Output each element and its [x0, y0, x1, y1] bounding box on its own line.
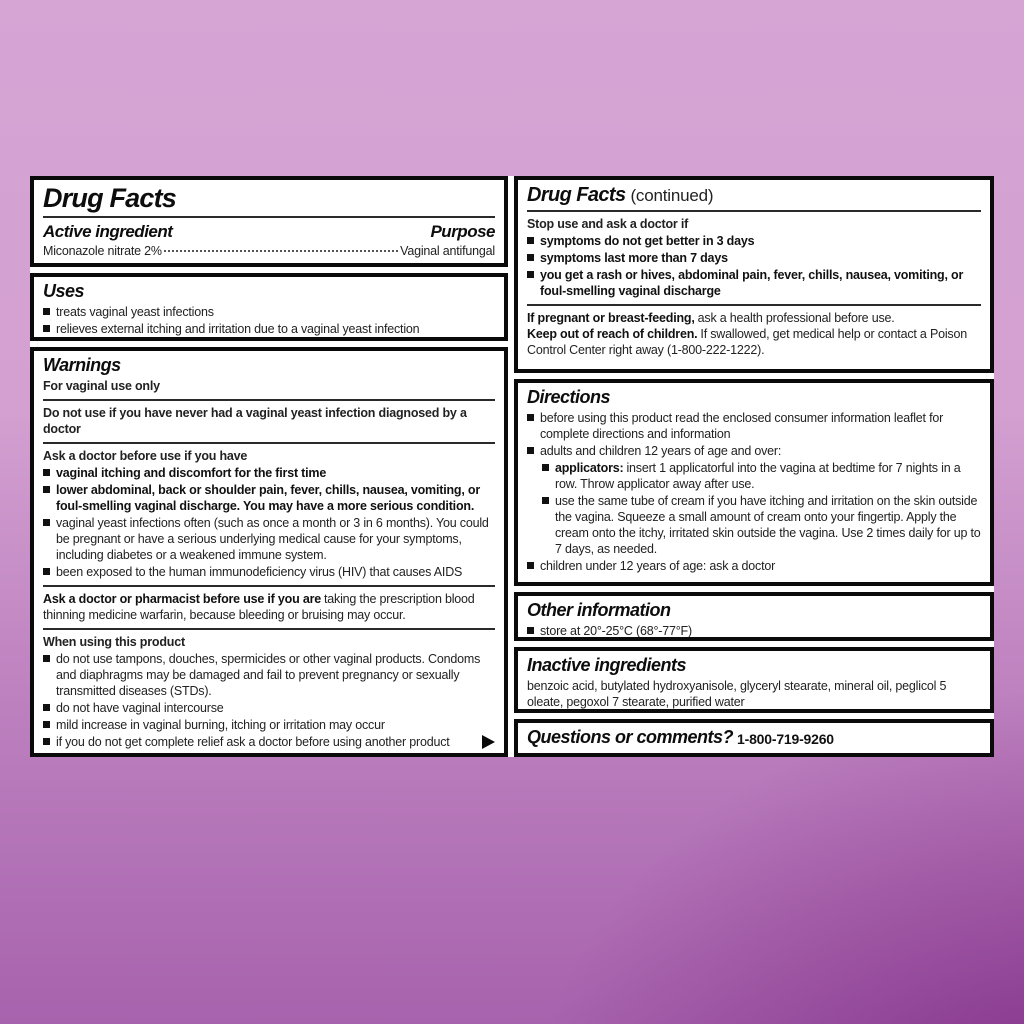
keep-out-text: If swallowed, get medical help or contact a Poison Control Center right away (1-800-222-1222). — [527, 327, 967, 357]
section-directions — [514, 379, 994, 586]
right-column — [514, 176, 994, 757]
bullet-text: symptoms do not get better in 3 days — [540, 234, 755, 248]
square-bullet-icon — [542, 464, 549, 471]
ask-pharmacist-paragraph — [43, 591, 495, 623]
questions-header: Questions or comments? — [527, 727, 734, 747]
warnings-header: Warnings — [43, 355, 121, 375]
nested-list-item — [542, 460, 981, 492]
list-item — [43, 734, 495, 750]
square-bullet-icon — [527, 237, 534, 244]
drug-facts-panel — [30, 176, 994, 757]
keep-out-paragraph — [527, 326, 981, 358]
square-bullet-icon — [542, 497, 549, 504]
bullet-text: do not use tampons, douches, spermicides or other vaginal products. Condoms and diaphragms may be damaged and fail to prevent pregnancy or sexually transmitted diseases (STDs). — [56, 651, 481, 698]
bullet-text: symptoms last more than 7 days — [540, 251, 728, 265]
square-bullet-icon — [527, 271, 534, 278]
section-title-active-ingredient — [30, 176, 508, 267]
directions-header: Directions — [527, 387, 611, 407]
square-bullet-icon — [43, 704, 50, 711]
ingredient-name: Miconazole nitrate 2% — [43, 244, 162, 259]
ask-pharmacist-bold: Ask a doctor or pharmacist before use if you are — [43, 591, 321, 606]
bullet-text: adults and children 12 years of age and over: — [540, 443, 782, 458]
left-column — [30, 176, 508, 757]
bullet-text: relieves external itching and irritation due to a vaginal yeast infection — [56, 321, 420, 336]
divider — [43, 216, 495, 218]
bullet-text: store at 20°-25°C (68°-77°F) — [540, 623, 692, 638]
drug-facts-continued-title: Drug Facts — [527, 184, 626, 206]
continued-title-row — [527, 184, 981, 207]
square-bullet-icon — [527, 414, 534, 421]
list-item — [527, 250, 981, 266]
list-item — [527, 267, 981, 299]
bullet-text: lower abdominal, back or shoulder pain, fever, chills, nausea, vomiting, or foul-smelling vaginal discharge. You may have a more serious condition. — [56, 482, 481, 513]
applicators-text: insert 1 applicatorful into the vagina at bedtime for 7 nights in a row. Throw applicator away after use. — [555, 460, 961, 491]
list-item — [527, 233, 981, 249]
list-item — [43, 304, 495, 320]
section-drug-facts-continued — [514, 176, 994, 373]
list-item — [43, 564, 495, 580]
active-purpose-row — [43, 222, 495, 242]
purpose-value: Vaginal antifungal — [400, 244, 495, 259]
square-bullet-icon — [43, 568, 50, 575]
do-not-use-line: Do not use if you have never had a vaginal yeast infection diagnosed by a doctor — [43, 405, 467, 436]
bullet-text: mild increase in vaginal burning, itching or irritation may occur — [56, 717, 385, 732]
list-item — [527, 410, 981, 442]
list-item — [43, 515, 495, 563]
square-bullet-icon — [43, 325, 50, 332]
purpose-label: Purpose — [430, 222, 495, 242]
divider — [43, 442, 495, 444]
pregnant-bold: If pregnant or breast-feeding, — [527, 311, 695, 325]
list-item — [43, 717, 495, 733]
bullet-text: do not have vaginal intercourse — [56, 700, 224, 715]
ask-doctor-header: Ask a doctor before use if you have — [43, 448, 248, 463]
square-bullet-icon — [527, 627, 534, 634]
square-bullet-icon — [527, 447, 534, 454]
bullet-text: treats vaginal yeast infections — [56, 304, 214, 319]
ingredient-row — [43, 244, 495, 258]
divider — [527, 210, 981, 212]
bullet-text: you get a rash or hives, abdominal pain, fever, chills, nausea, vomiting, or foul-smelling vaginal discharge — [540, 268, 964, 298]
section-questions — [514, 719, 994, 757]
square-bullet-icon — [527, 254, 534, 261]
list-item — [527, 623, 981, 639]
continuation-arrow-icon — [482, 735, 495, 749]
bullet-text: children under 12 years of age: ask a doctor — [540, 558, 776, 573]
square-bullet-icon — [43, 721, 50, 728]
applicators-bold: applicators: — [555, 460, 624, 475]
list-item — [527, 558, 981, 574]
other-information-header: Other information — [527, 600, 671, 620]
divider — [43, 628, 495, 630]
bullet-text — [555, 460, 981, 492]
ask-pharmacist-text: taking the prescription blood thinning medicine warfarin, because bleeding or bruising may occur. — [43, 591, 475, 622]
section-inactive-ingredients — [514, 647, 994, 713]
divider — [527, 304, 981, 306]
square-bullet-icon — [43, 655, 50, 662]
dotted-leader — [164, 250, 398, 252]
divider — [43, 399, 495, 401]
square-bullet-icon — [43, 738, 50, 745]
section-warnings — [30, 347, 508, 757]
when-using-header: When using this product — [43, 634, 185, 649]
list-item — [43, 482, 495, 514]
questions-row — [527, 727, 981, 748]
square-bullet-icon — [43, 469, 50, 476]
bullet-text: vaginal itching and discomfort for the first time — [56, 465, 327, 480]
uses-header: Uses — [43, 281, 85, 301]
list-item — [527, 443, 981, 459]
section-other-information — [514, 592, 994, 641]
bullet-text: if you do not get complete relief ask a doctor before using another product — [56, 734, 450, 749]
bullet-text: vaginal yeast infections often (such as once a month or 3 in 6 months). You could be pregnant or have a serious underlying medical cause for your symptoms, including diabetes or a weakened immune system. — [56, 515, 489, 562]
pregnant-paragraph — [527, 310, 981, 326]
square-bullet-icon — [43, 486, 50, 493]
active-ingredient-label: Active ingredient — [43, 222, 173, 242]
inactive-ingredients-header: Inactive ingredients — [527, 655, 687, 675]
section-uses — [30, 273, 508, 341]
square-bullet-icon — [43, 308, 50, 315]
stop-use-header: Stop use and ask a doctor if — [527, 217, 689, 231]
bullet-text: use the same tube of cream if you have itching and irritation on the skin outside the vagina. Squeeze a small amount of cream onto your fingertip. Apply the cream onto the itchy, irritated skin outside the vagina. Use 2 times daily for up to 7 days, as needed. — [555, 493, 981, 556]
bullet-text: before using this product read the enclosed consumer information leaflet for complete directions and information — [540, 410, 944, 441]
square-bullet-icon — [527, 562, 534, 569]
nested-list-item — [542, 493, 981, 557]
questions-phone: 1-800-719-9260 — [737, 730, 834, 747]
divider — [43, 585, 495, 587]
drug-facts-title: Drug Facts — [43, 183, 177, 213]
keep-out-bold: Keep out of reach of children. — [527, 327, 698, 341]
list-item — [43, 465, 495, 481]
for-vaginal-use-line: For vaginal use only — [43, 378, 160, 393]
inactive-ingredients-text: benzoic acid, butylated hydroxyanisole, glyceryl stearate, mineral oil, peglicol 5 oleate, pegoxol 7 stearate, purified water — [527, 678, 947, 709]
list-item — [43, 651, 495, 699]
list-item — [43, 321, 495, 337]
bullet-text: been exposed to the human immunodeficiency virus (HIV) that causes AIDS — [56, 564, 463, 579]
pregnant-text: ask a health professional before use. — [697, 311, 895, 325]
continued-suffix: (continued) — [630, 186, 714, 205]
list-item — [43, 700, 495, 716]
square-bullet-icon — [43, 519, 50, 526]
